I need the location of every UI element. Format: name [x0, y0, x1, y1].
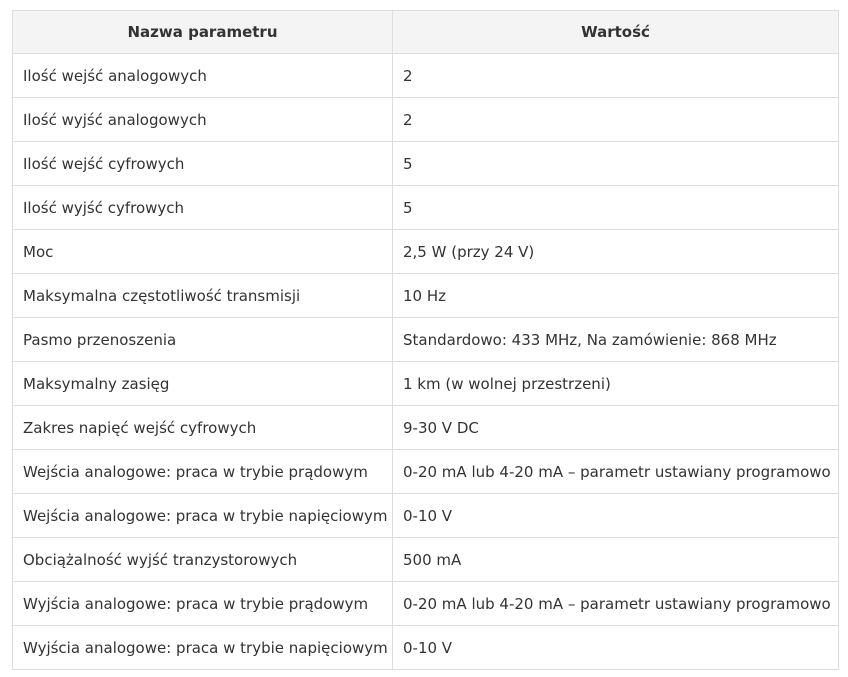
parameter-name-cell: Pasmo przenoszenia: [13, 318, 393, 362]
table-row: [13, 582, 839, 626]
table-row: [13, 142, 839, 186]
table-row: [13, 538, 839, 582]
parameter-value-cell: 2: [393, 54, 839, 98]
parameter-name-cell: Moc: [13, 230, 393, 274]
parameter-value-cell: 9-30 V DC: [393, 406, 839, 450]
parameter-value-cell: 5: [393, 142, 839, 186]
column-header-value: Wartość: [393, 11, 839, 54]
table-row: [13, 450, 839, 494]
parameters-table-container: [12, 10, 838, 670]
parameter-value-cell: 500 mA: [393, 538, 839, 582]
parameter-value-cell: 0-10 V: [393, 494, 839, 538]
table-row: [13, 274, 839, 318]
table-row: [13, 54, 839, 98]
parameter-name-cell: Wyjścia analogowe: praca w trybie prądowym: [13, 582, 393, 626]
table-header-row: [13, 11, 839, 54]
parameter-name-cell: Ilość wejść cyfrowych: [13, 142, 393, 186]
parameter-value-cell: Standardowo: 433 MHz, Na zamówienie: 868 MHz: [393, 318, 839, 362]
parameter-value-cell: 5: [393, 186, 839, 230]
parameter-value-cell: 2: [393, 98, 839, 142]
parameter-name-cell: Zakres napięć wejść cyfrowych: [13, 406, 393, 450]
parameter-value-cell: 0-10 V: [393, 626, 839, 670]
table-row: [13, 362, 839, 406]
parameter-name-cell: Wejścia analogowe: praca w trybie prądowym: [13, 450, 393, 494]
parameter-value-cell: 2,5 W (przy 24 V): [393, 230, 839, 274]
parameter-name-cell: Ilość wyjść analogowych: [13, 98, 393, 142]
parameter-name-cell: Obciążalność wyjść tranzystorowych: [13, 538, 393, 582]
parameter-name-cell: Wyjścia analogowe: praca w trybie napięciowym: [13, 626, 393, 670]
parameter-name-cell: Ilość wejść analogowych: [13, 54, 393, 98]
parameter-value-cell: 0-20 mA lub 4-20 mA – parametr ustawiany programowo: [393, 450, 839, 494]
parameters-table: [12, 10, 839, 670]
table-row: [13, 230, 839, 274]
table-row: [13, 494, 839, 538]
table-row: [13, 186, 839, 230]
parameter-value-cell: 1 km (w wolnej przestrzeni): [393, 362, 839, 406]
parameter-value-cell: 10 Hz: [393, 274, 839, 318]
table-row: [13, 318, 839, 362]
column-header-parameter-name: Nazwa parametru: [13, 11, 393, 54]
table-row: [13, 98, 839, 142]
table-row: [13, 406, 839, 450]
parameter-name-cell: Maksymalny zasięg: [13, 362, 393, 406]
parameter-name-cell: Ilość wyjść cyfrowych: [13, 186, 393, 230]
parameter-value-cell: 0-20 mA lub 4-20 mA – parametr ustawiany programowo: [393, 582, 839, 626]
parameter-name-cell: Wejścia analogowe: praca w trybie napięciowym: [13, 494, 393, 538]
parameter-name-cell: Maksymalna częstotliwość transmisji: [13, 274, 393, 318]
table-row: [13, 626, 839, 670]
